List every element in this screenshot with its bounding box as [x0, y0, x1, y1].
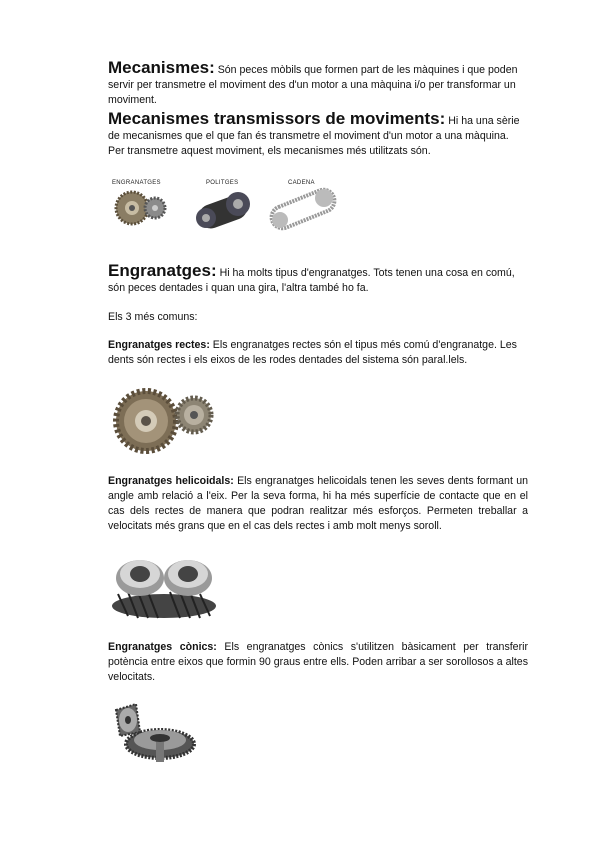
- bevel-gears-image: [110, 702, 196, 764]
- engranatges-text: Hi ha molts tipus d'engranatges. Tots tenen una cosa en comú, són peces dentades i quan una gira, l'altra també ho fa.: [108, 267, 515, 294]
- conics-title: Engranatges cònics:: [108, 641, 217, 653]
- helical-gears-image: [110, 554, 222, 620]
- rectes-paragraph: [108, 338, 528, 368]
- small-gears-icon: [116, 192, 165, 224]
- conics-text: Els engranatges cònics s'utilitzen bàsicament per transferir potència entre eixos que formin 90 graus entre ells. Poden arribar a ser sorollosos a altes velocitats.: [108, 641, 528, 683]
- caption-cadena: CADENA: [288, 180, 315, 186]
- transmissors-title: Mecanismes transmissors de moviments:: [108, 109, 446, 128]
- helicoidals-paragraph: [108, 474, 528, 534]
- helicoidals-text: Els engranatges helicoidals tenen les seves dents formant un angle amb relació a l'eix. Per la seva forma, hi ha més superfície de contacte que en el cas dels rectes de manera que podran realitzar més esforços. Permeten treballar a velocitats més grans que en el cas dels rectes i amb molt menys soroll.: [108, 475, 528, 532]
- engranatges-title: Engranatges:: [108, 261, 217, 280]
- conics-paragraph: [108, 640, 528, 685]
- caption-politges: POLITGES: [206, 180, 239, 186]
- caption-engranatges: ENGRANATGES: [112, 180, 161, 186]
- mes-comuns-paragraph: [108, 310, 528, 325]
- pulleys-icon: [195, 192, 250, 232]
- mecanismes-text: Són peces mòbils que formen part de les màquines i que poden servir per transmetre el moviment des d'un motor a una màquina i/o per transformar un moviment.: [108, 64, 518, 106]
- mecanismes-title: Mecanismes:: [108, 58, 215, 77]
- chain-icon: [268, 186, 337, 231]
- mes-comuns-text: Els 3 més comuns:: [108, 311, 198, 323]
- rectes-text: Els engranatges rectes són el tipus més comú d'engranatge. Les dents són rectes i els eixos de les rodes dentades del sistema són paral.lels.: [108, 339, 517, 366]
- engranatges-paragraph: [108, 261, 528, 296]
- mecanismes-paragraph: [108, 58, 528, 108]
- transmissors-paragraph: [108, 109, 528, 159]
- helicoidals-title: Engranatges helicoidals:: [108, 475, 234, 487]
- transmissors-text: Hi ha una sèrie de mecanismes que el que fan és transmetre el moviment d'un motor a una màquina. Per transmetre aquest moviment, els mecanismes més utilitzats són.: [108, 115, 520, 157]
- mechanisms-figure: [110, 176, 340, 238]
- rectes-title: Engranatges rectes:: [108, 339, 210, 351]
- spur-gears-image: [112, 388, 216, 454]
